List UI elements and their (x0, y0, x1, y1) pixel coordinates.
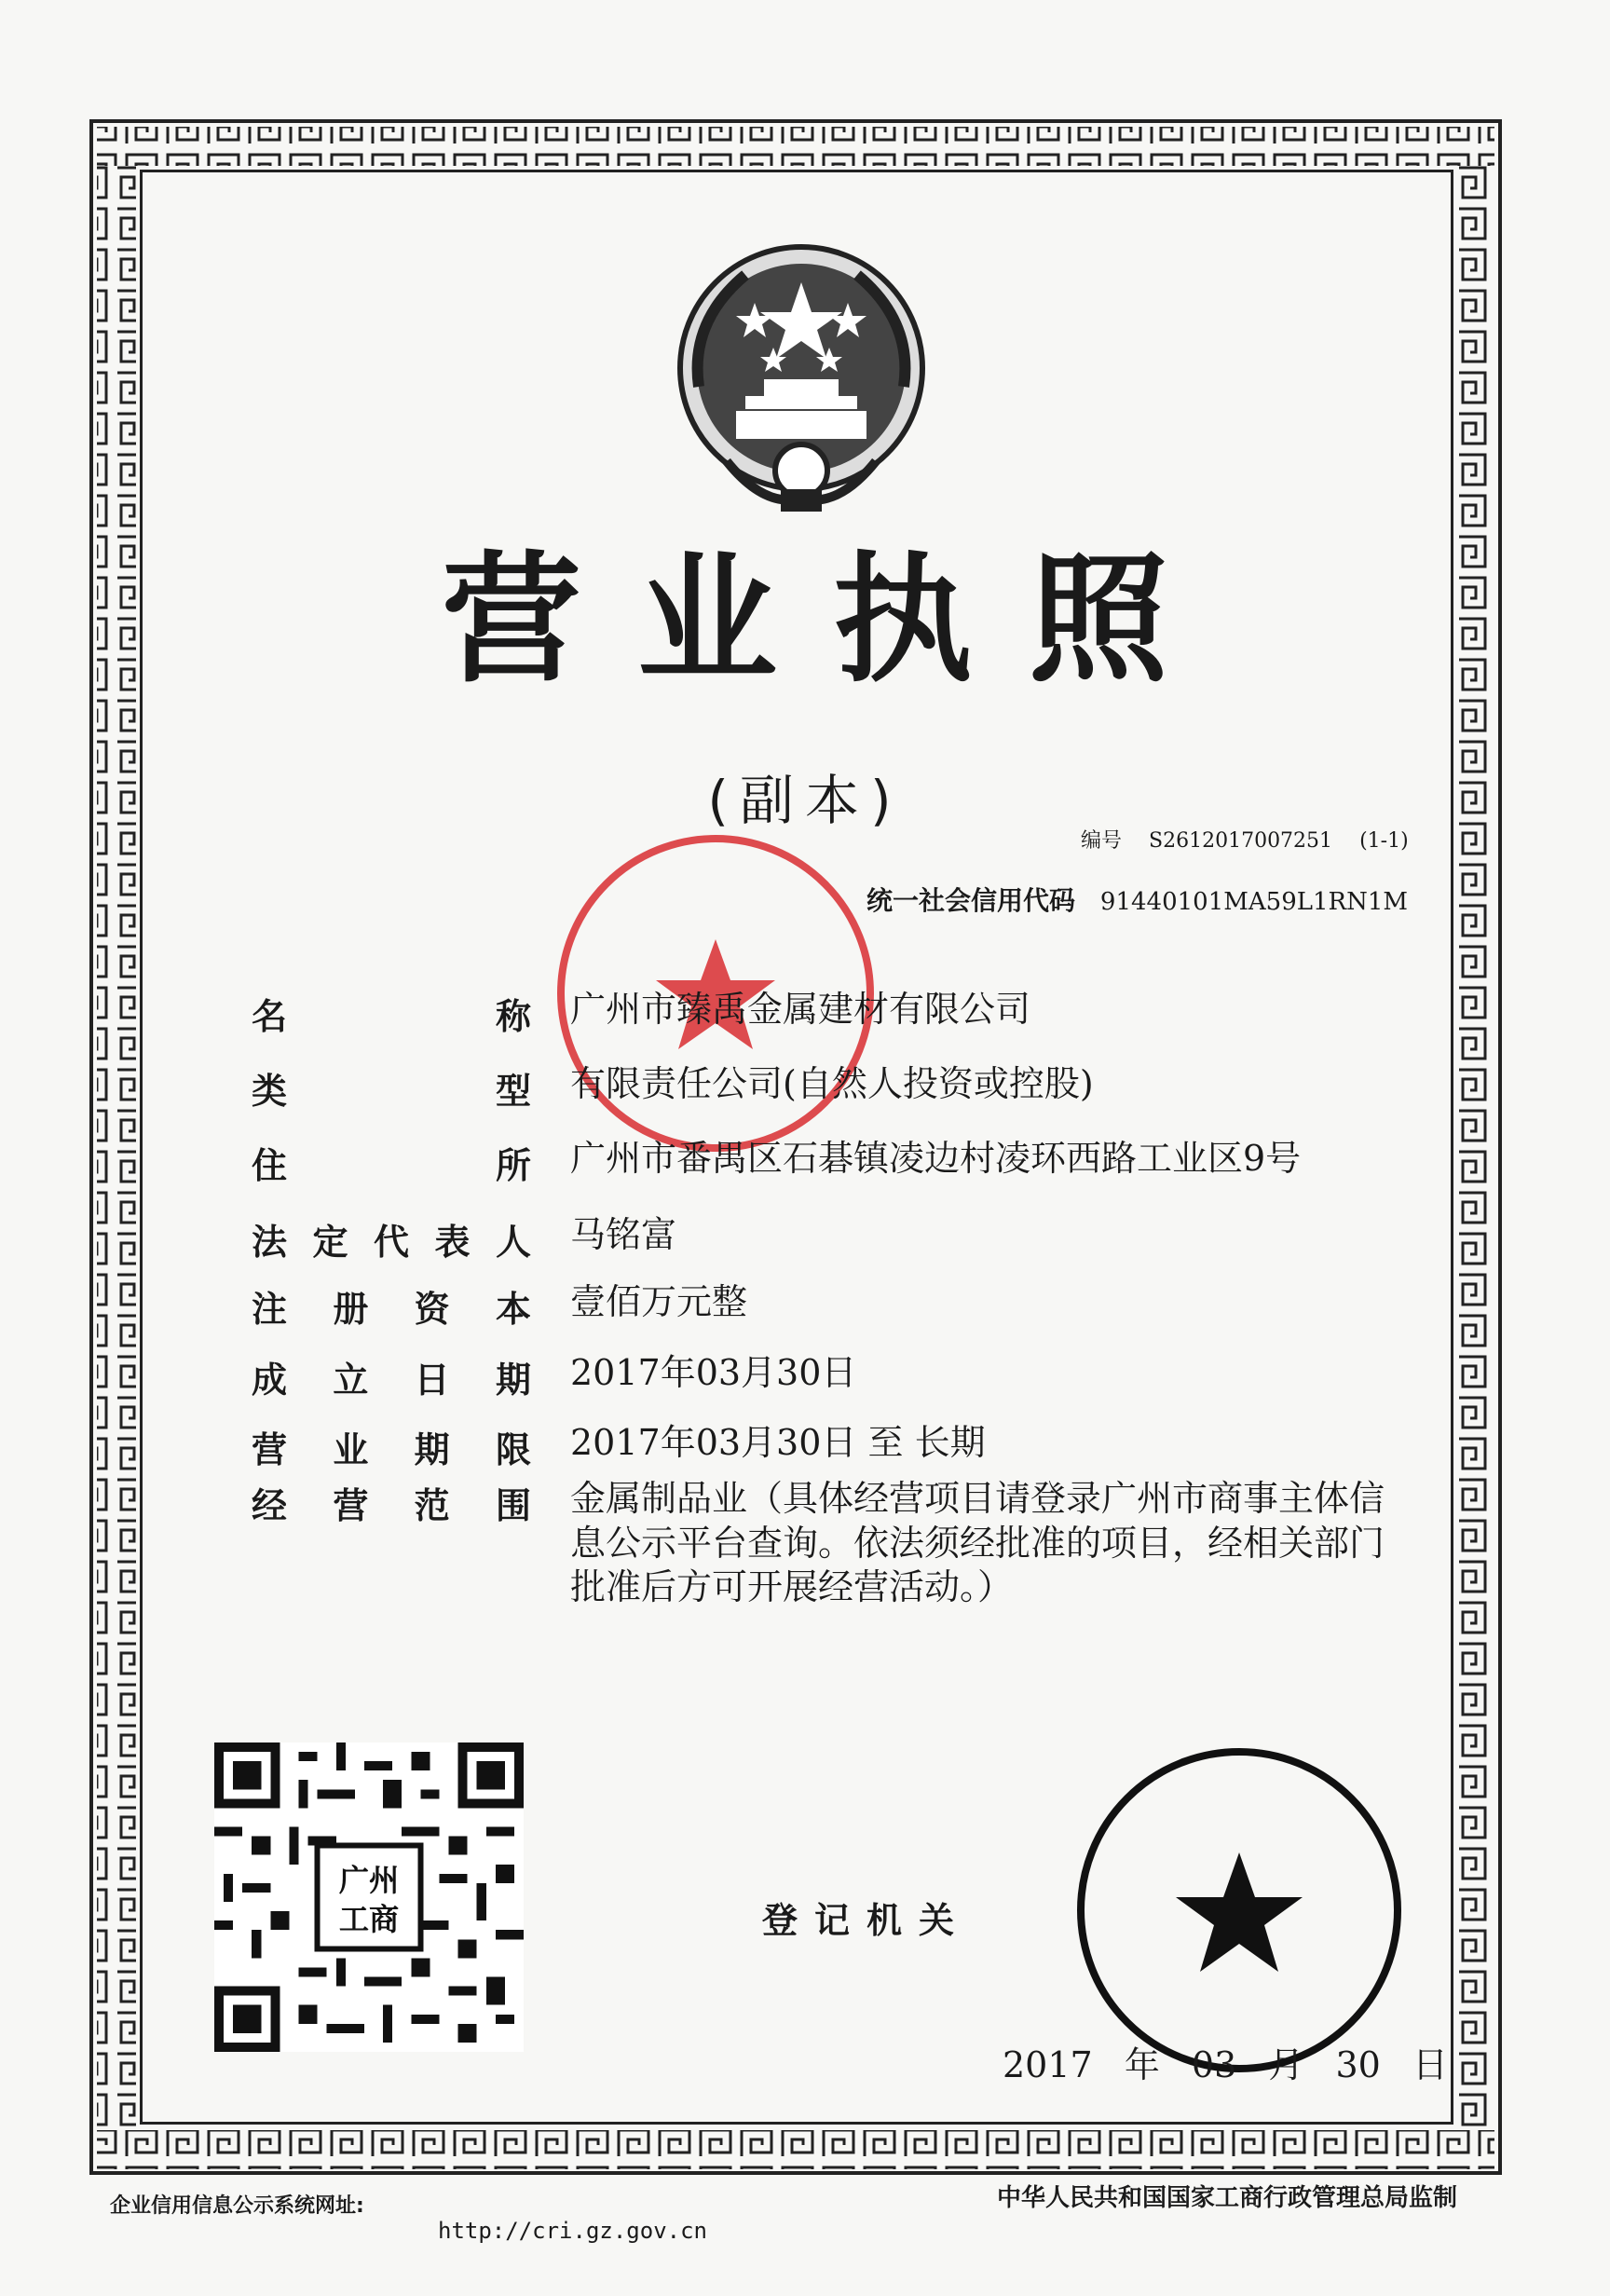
qr-code-icon (214, 1742, 524, 2052)
date-month-unit: 月 (1268, 2044, 1304, 2085)
serial-number-row (1081, 825, 1429, 854)
credit-code-value: 91440101MA59L1RN1M (1099, 888, 1409, 916)
footer-system-label: 企业信用信息公示系统网址: (110, 2194, 364, 2218)
field-row-name (252, 988, 1463, 1047)
field-label: 成 立 日 期 (252, 1360, 531, 1401)
national-emblem-icon (671, 238, 932, 517)
date-year-unit: 年 (1124, 2044, 1160, 2085)
business-scope-value: 金属制品业（具体经营项目请登录广州市商事主体信息公示平台查询。依法须经批准的项目，经相关部门批准后方可开展经营活动。） (570, 1478, 1385, 1607)
field-row-type (252, 1062, 1463, 1122)
founded-date-value: 2017年03月30日 (570, 1352, 857, 1393)
address-value: 广州市番禺区石碁镇凌边村凌环西路工业区9号 (570, 1138, 1302, 1179)
footer-url-link[interactable]: http://cri.gz.gov.cn (438, 2218, 707, 2244)
field-label: 注 册 资 本 (252, 1289, 531, 1330)
qr-badge-line1: 广州 (338, 1862, 400, 1898)
credit-code-row (866, 881, 1408, 918)
capital-value: 壹佰万元整 (570, 1281, 748, 1322)
date-year: 2017 (1003, 2044, 1093, 2085)
field-label: 名 称 (252, 996, 531, 1037)
date-month: 03 (1191, 2044, 1237, 2085)
serial-label: 编号 (1081, 829, 1123, 853)
field-row-term (252, 1421, 1463, 1481)
serial-number: S2612017007251 (1149, 829, 1333, 853)
business-term-value: 2017年03月30日 至 长期 (570, 1422, 986, 1463)
authority-seal-stamp (1071, 1742, 1407, 2078)
footer-issuer-label: 中华人民共和国国家工商行政管理总局监制 (997, 2184, 1458, 2212)
field-label: 营 业 期 限 (252, 1429, 531, 1470)
company-name-value: 广州市臻禹金属建材有限公司 (570, 989, 1031, 1030)
date-day: 30 (1335, 2044, 1381, 2085)
date-day-unit: 日 (1412, 2044, 1448, 2085)
legal-rep-value: 马铭富 (570, 1214, 677, 1255)
field-label: 经 营 范 围 (252, 1485, 531, 1526)
field-label: 类 型 (252, 1071, 531, 1112)
field-label: 住 所 (252, 1145, 531, 1186)
registration-authority-label: 登记机关 (762, 1900, 972, 1941)
qr-badge-line2: 工商 (338, 1902, 400, 1938)
field-label: 法 定 代 表 人 (252, 1222, 531, 1263)
field-row-founded (252, 1351, 1463, 1411)
field-row-capital (252, 1280, 1463, 1340)
field-row-address (252, 1137, 1463, 1196)
copy-index: (1-1) (1359, 829, 1409, 853)
company-type-value: 有限责任公司(自然人投资或控股) (570, 1063, 1094, 1104)
credit-code-label: 统一社会信用代码 (866, 885, 1076, 916)
page-title: 营业执照 (441, 538, 1224, 702)
page-subtitle: (副本) (707, 769, 903, 832)
field-row-scope (252, 1477, 1463, 1663)
registration-date (1003, 2036, 1468, 2087)
field-row-legal-rep (252, 1213, 1463, 1273)
